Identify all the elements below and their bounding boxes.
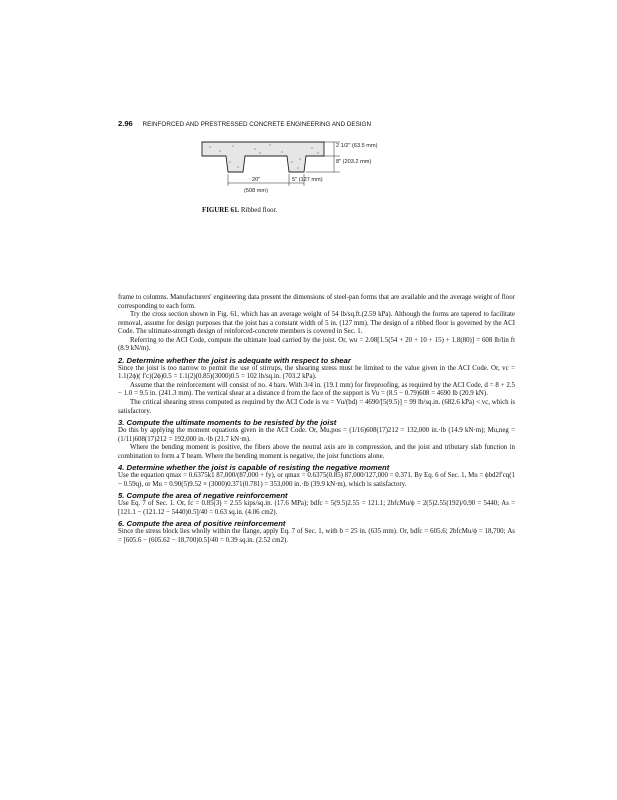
figure-caption bbox=[202, 207, 277, 214]
step-heading: 2. Determine whether the joist is adequate with respect to shear bbox=[118, 355, 351, 365]
dim-web-label: 5" (127 mm) bbox=[292, 177, 323, 183]
paragraph: Assume that the reinforcement will consist of no. 4 bars. With 3/4 in. (19.1 mm) for fireproofing, as required by the ACI Code, d = 8 + 2.5 − 1.0 = 9.5 in. (241.3 mm). The vertical shear at a distance d from the face of the support is Vu = (8.5 − 0.79)608 = 4690 lb (20.9 kN). bbox=[118, 381, 515, 398]
body-text bbox=[118, 294, 515, 546]
step-heading: 6. Compute the area of positive reinforcement bbox=[118, 519, 286, 529]
paragraph: frame to columns. Manufacturers' engineering data present the dimensions of steel-pan forms that are available and the average weight of floor corresponding to each form. bbox=[118, 294, 515, 310]
step-heading: 4. Determine whether the joist is capable of resisting the negative moment bbox=[118, 463, 390, 473]
running-title: REINFORCED AND PRESTRESSED CONCRETE ENGINEERING AND DESIGN bbox=[142, 121, 372, 128]
paragraph: Since the joist is too narrow to permit the use of stirrups, the shearing stress must be limited to the value given in the ACI Code. Or, vc = 1.1(2ϕ)( f′c)(2ϕ)0.5 = 1.1(2)(0.85)(3000)0.5 = 102 lb/sq.in. (703.2 kPa). bbox=[118, 364, 515, 381]
dim-depth-label: 8" (203.2 mm) bbox=[336, 159, 372, 165]
running-header bbox=[118, 119, 513, 128]
figure-caption-text: Ribbed floor. bbox=[240, 207, 278, 214]
floor-cross-section bbox=[202, 142, 324, 172]
paragraph: Do this by applying the moment equations given in the ACI Code. Or, Mu,pos = (1/16)608(17)212 = 132,000 in.·lb (14.9 kN·m); Mu,neg = (1/11)608(17)212 = 192,000 in.·lb (21.7 kN·m). bbox=[118, 427, 515, 443]
step-heading: 3. Compute the ultimate moments to be resisted by the joist bbox=[118, 418, 337, 428]
dim-spacing-mm-label: (508 mm) bbox=[244, 188, 268, 194]
paragraph: Use the equation qmax = 0.6375k1 87,000/(87,000 + fy), or qmax = 0.6375(0.85) 87,000/127,000 = 0.371. By Eq. 6 of Sec. 1, Mu = ϕbd2f′cq(1 − 0.59q), or Mu = 0.90(5)9.52 × (3000)0.371(0.781) = 353,000 in.·lb (39.9 kN·m), which is satisfactory. bbox=[118, 472, 515, 488]
dim-top-label: 2 1/2" (63.5 mm) bbox=[336, 143, 378, 149]
paragraph: Referring to the ACI Code, compute the ultimate load carried by the joist. Or, wu = 2.08[1.5(54 + 20 + 10 + 15) + 1.8(80)] = 608 lb/lin ft (8.9 kN/m). bbox=[118, 336, 515, 353]
ribbed-floor-figure bbox=[200, 132, 460, 210]
paragraph: Use Eq. 7 of Sec. 1. Or, fc = 0.85(3) = 2.55 kips/sq.in. (17.6 MPa); bdfc = 5(9.5)2.55 = 121.1; 2bfcMu/ϕ = 2(5)2.55(192)/0.90 = 5440; As = [121.1 − (121.12 − 5440)0.5]/40 = 0.63 sq.in. (4.06 cm2). bbox=[118, 500, 515, 516]
paragraph: The critical shearing stress computed as required by the ACI Code is vu = Vu/(bd) = 4690/[5(9.5)] = 99 lb/sq.in. (682.6 kPa) < vc, which is satisfactory. bbox=[118, 399, 515, 415]
step-heading: 5. Compute the area of negative reinforcement bbox=[118, 491, 288, 501]
paragraph: Since the stress block lies wholly within the flange, apply Eq. 7 of Sec. 1, with b = 25 in. (635 mm). Or, bdfc = 605.6; 2bfcMu/ϕ = 18,700; As = [605.6 − (605.62 − 18,700)0.5]/40 = 0.39 sq.in. (2.52 cm2). bbox=[118, 528, 515, 545]
paragraph: Try the cross section shown in Fig. 61, which has an average weight of 54 lb/sq.ft.(2.59 kPa). Although the forms are tapered to facilitate removal, assume for design purposes that the joist has a constant width of 5 in. (127 mm). The design of a ribbed floor is governed by the ACI Code. The ultimate-strength design of reinforced-concrete members is covered in Sec. 1. bbox=[118, 311, 515, 336]
figure-caption-label: FIGURE 61. bbox=[202, 207, 240, 214]
dim-spacing-label: 20" bbox=[252, 177, 261, 183]
paragraph: Where the bending moment is positive, the fibers above the neutral axis are in compression, and the joist and tributary slab function in combination to form a T beam. Where the bending moment is negative, the joist functions alone. bbox=[118, 444, 515, 460]
page-number: 2.96 bbox=[118, 119, 133, 128]
